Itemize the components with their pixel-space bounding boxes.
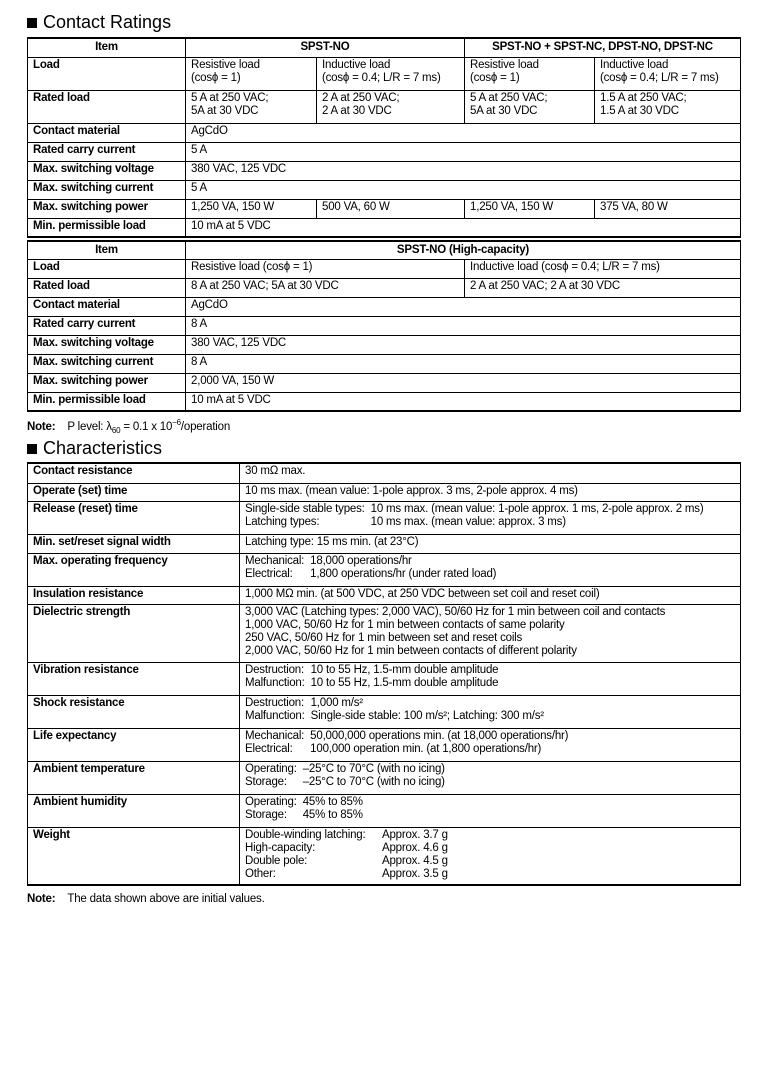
cell-line: (cosϕ = 0.4; L/R = 7 ms) bbox=[600, 71, 719, 84]
table-row bbox=[28, 534, 741, 553]
cell: 2 A at 250 VAC; 2 A at 30 VDC bbox=[465, 278, 741, 297]
cell: 10 mA at 5 VDC bbox=[186, 218, 741, 237]
value-line: 1,000 MΩ min. (at 500 VDC, at 250 VDC between set coil and reset coil) bbox=[245, 587, 600, 600]
row-label: Max. operating frequency bbox=[28, 553, 240, 586]
heading-text: Contact Ratings bbox=[43, 12, 172, 32]
pair-value: –25°C to 70°C (with no icing) bbox=[302, 762, 445, 775]
row-value bbox=[240, 483, 741, 501]
value-line: 2,000 VAC, 50/60 Hz for 1 min between contacts of different polarity bbox=[245, 644, 577, 657]
header-spst-no: SPST-NO bbox=[186, 38, 465, 57]
pair-value: 45% to 85% bbox=[302, 808, 363, 821]
row-value bbox=[240, 604, 741, 662]
cell bbox=[465, 57, 595, 90]
pair-key: Double-winding latching: bbox=[245, 828, 366, 841]
pair-key: Latching types: bbox=[245, 515, 320, 528]
table-row bbox=[28, 586, 741, 604]
row-label: Contact material bbox=[28, 297, 186, 316]
pair-value: Approx. 4.5 g bbox=[382, 854, 448, 867]
row-label: Rated carry current bbox=[28, 316, 186, 335]
pair-value: 10 to 55 Hz, 1.5-mm double amplitude bbox=[310, 676, 499, 689]
header-high-capacity: SPST-NO (High-capacity) bbox=[186, 241, 741, 259]
header-multi: SPST-NO + SPST-NC, DPST-NO, DPST-NC bbox=[465, 38, 741, 57]
pair-key: Destruction: bbox=[245, 696, 304, 709]
value-pairs bbox=[245, 697, 735, 723]
cell: Resistive load (cosϕ = 1) bbox=[186, 259, 465, 278]
pair-value: 45% to 85% bbox=[302, 795, 363, 808]
row-value bbox=[240, 827, 741, 885]
pair-key: Malfunction: bbox=[245, 709, 305, 722]
cell: 1,250 VA, 150 W bbox=[465, 199, 595, 218]
table-row bbox=[28, 728, 741, 761]
row-label: Ambient humidity bbox=[28, 794, 240, 827]
cell-line: Inductive load bbox=[322, 58, 391, 71]
cell bbox=[317, 57, 465, 90]
p-level-note bbox=[27, 418, 230, 435]
row-label: Min. set/reset signal width bbox=[28, 534, 240, 553]
note-label: Note: bbox=[27, 420, 56, 433]
pair-key: Electrical: bbox=[245, 567, 293, 580]
cell: 380 VAC, 125 VDC bbox=[186, 161, 741, 180]
pair-key: Operating: bbox=[245, 795, 297, 808]
contact-ratings-table-1 bbox=[27, 37, 741, 238]
cell-line: 5A at 30 VDC bbox=[470, 104, 538, 117]
cell: 8 A bbox=[186, 354, 741, 373]
cell-line: 5 A at 250 VAC; bbox=[191, 91, 269, 104]
pair-value: 18,000 operations/hr bbox=[310, 554, 412, 567]
table-row bbox=[28, 483, 741, 501]
table-row bbox=[28, 695, 741, 728]
pair-value: Approx. 4.6 g bbox=[382, 841, 448, 854]
cell-line: 2 A at 250 VAC; bbox=[322, 91, 400, 104]
row-label: Max. switching voltage bbox=[28, 335, 186, 354]
value-pairs bbox=[245, 763, 735, 789]
value-pairs bbox=[245, 730, 735, 756]
pair-key: Other: bbox=[245, 867, 276, 880]
row-label: Load bbox=[28, 57, 186, 90]
pair-key: Mechanical: bbox=[245, 554, 305, 567]
pair-value: 10 ms max. (mean value: approx. 3 ms) bbox=[370, 515, 566, 528]
pair-key: Destruction: bbox=[245, 663, 304, 676]
cell: Inductive load (cosϕ = 0.4; L/R = 7 ms) bbox=[465, 259, 741, 278]
pair-key: Single-side stable types: bbox=[245, 502, 365, 515]
cell-line: Resistive load bbox=[470, 58, 539, 71]
row-value bbox=[240, 463, 741, 483]
cell-line: 2 A at 30 VDC bbox=[322, 104, 392, 117]
header-item: Item bbox=[28, 38, 186, 57]
note-sup: −6 bbox=[172, 418, 181, 427]
cell: 5 A bbox=[186, 142, 741, 161]
row-label: Max. switching voltage bbox=[28, 161, 186, 180]
row-label: Rated load bbox=[28, 90, 186, 123]
cell-line: (cosϕ = 1) bbox=[191, 71, 241, 84]
value-line: 250 VAC, 50/60 Hz for 1 min between set and reset coils bbox=[245, 631, 523, 644]
table-row bbox=[28, 827, 741, 885]
row-label: Insulation resistance bbox=[28, 586, 240, 604]
row-label: Min. permissible load bbox=[28, 392, 186, 411]
cell: 380 VAC, 125 VDC bbox=[186, 335, 741, 354]
characteristics-table bbox=[27, 462, 741, 886]
pair-value: 1,800 operations/hr (under rated load) bbox=[310, 567, 497, 580]
bullet-square-icon bbox=[27, 18, 37, 28]
value-line: 3,000 VAC (Latching types: 2,000 VAC), 50/60 Hz for 1 min between coil and contacts bbox=[245, 605, 666, 618]
contact-ratings-table-2 bbox=[27, 240, 741, 412]
heading-text: Characteristics bbox=[43, 438, 163, 458]
cell: 1,250 VA, 150 W bbox=[186, 199, 317, 218]
value-pairs bbox=[245, 555, 735, 581]
pair-value: 50,000,000 operations min. (at 18,000 operations/hr) bbox=[310, 729, 569, 742]
cell bbox=[465, 90, 595, 123]
table-row bbox=[28, 794, 741, 827]
row-label: Rated load bbox=[28, 278, 186, 297]
row-label: Shock resistance bbox=[28, 695, 240, 728]
row-label: Min. permissible load bbox=[28, 218, 186, 237]
row-value bbox=[240, 534, 741, 553]
contact-ratings-heading bbox=[27, 12, 171, 33]
note-sub: 60 bbox=[111, 426, 121, 436]
pair-key: Operating: bbox=[245, 762, 297, 775]
table-row bbox=[28, 553, 741, 586]
pair-key: Mechanical: bbox=[245, 729, 305, 742]
cell: 2,000 VA, 150 W bbox=[186, 373, 741, 392]
note-text: P level: λ bbox=[67, 420, 112, 433]
row-value bbox=[240, 728, 741, 761]
pair-key: High-capacity: bbox=[245, 841, 316, 854]
row-value bbox=[240, 794, 741, 827]
cell bbox=[595, 57, 741, 90]
row-label: Dielectric strength bbox=[28, 604, 240, 662]
row-label: Max. switching power bbox=[28, 373, 186, 392]
table-row bbox=[28, 761, 741, 794]
cell-line: 5A at 30 VDC bbox=[191, 104, 259, 117]
cell bbox=[317, 90, 465, 123]
pair-key: Malfunction: bbox=[245, 676, 305, 689]
cell-line: Resistive load bbox=[191, 58, 260, 71]
cell-line: 1.5 A at 30 VDC bbox=[600, 104, 679, 117]
value-pairs bbox=[245, 829, 735, 881]
value-line: 30 mΩ max. bbox=[245, 465, 306, 477]
note-text: /operation bbox=[180, 420, 231, 433]
cell: 500 VA, 60 W bbox=[317, 199, 465, 218]
cell: 10 mA at 5 VDC bbox=[186, 392, 741, 411]
pair-value: Approx. 3.5 g bbox=[382, 867, 448, 880]
table-row bbox=[28, 662, 741, 695]
pair-key: Electrical: bbox=[245, 742, 293, 755]
value-line: Latching type: 15 ms min. (at 23°C) bbox=[245, 535, 419, 548]
row-label: Vibration resistance bbox=[28, 662, 240, 695]
value-pairs bbox=[245, 796, 735, 822]
header-item: Item bbox=[28, 241, 186, 259]
cell bbox=[595, 90, 741, 123]
row-label: Max. switching current bbox=[28, 180, 186, 199]
note-text: The data shown above are initial values. bbox=[67, 893, 265, 905]
row-label: Life expectancy bbox=[28, 728, 240, 761]
cell: 5 A bbox=[186, 180, 741, 199]
cell-line: 1.5 A at 250 VAC; bbox=[600, 91, 687, 104]
characteristics-heading bbox=[27, 438, 162, 459]
row-value bbox=[240, 761, 741, 794]
value-line: 1,000 VAC, 50/60 Hz for 1 min between contacts of same polarity bbox=[245, 618, 565, 631]
row-value bbox=[240, 553, 741, 586]
pair-value: 10 ms max. (mean value: 1-pole approx. 1 ms, 2-pole approx. 2 ms) bbox=[370, 502, 704, 515]
cell bbox=[186, 90, 317, 123]
row-label: Release (reset) time bbox=[28, 501, 240, 534]
cell: 8 A at 250 VAC; 5A at 30 VDC bbox=[186, 278, 465, 297]
pair-value: 1,000 m/s² bbox=[310, 696, 363, 709]
note-text: = 0.1 x 10 bbox=[120, 420, 173, 433]
pair-key: Storage: bbox=[245, 775, 287, 788]
initial-values-note bbox=[27, 893, 265, 905]
row-label: Operate (set) time bbox=[28, 483, 240, 501]
row-label: Max. switching power bbox=[28, 199, 186, 218]
pair-value: –25°C to 70°C (with no icing) bbox=[302, 775, 445, 788]
table-row bbox=[28, 463, 741, 483]
row-value bbox=[240, 662, 741, 695]
row-value bbox=[240, 501, 741, 534]
pair-key: Double pole: bbox=[245, 854, 308, 867]
cell-line: 5 A at 250 VAC; bbox=[470, 91, 548, 104]
cell-line: Inductive load bbox=[600, 58, 669, 71]
bullet-square-icon bbox=[27, 444, 37, 454]
cell bbox=[186, 57, 317, 90]
note-label: Note: bbox=[27, 893, 56, 905]
cell: AgCdO bbox=[186, 297, 741, 316]
row-label: Rated carry current bbox=[28, 142, 186, 161]
cell: 375 VA, 80 W bbox=[595, 199, 741, 218]
pair-value: Approx. 3.7 g bbox=[382, 828, 448, 841]
row-label: Contact resistance bbox=[28, 463, 240, 483]
pair-value: 100,000 operation min. (at 1,800 operations/hr) bbox=[310, 742, 542, 755]
value-pairs bbox=[245, 664, 735, 690]
cell: 8 A bbox=[186, 316, 741, 335]
row-value bbox=[240, 695, 741, 728]
pair-key: Storage: bbox=[245, 808, 287, 821]
table-row bbox=[28, 604, 741, 662]
row-label: Contact material bbox=[28, 123, 186, 142]
cell-line: (cosϕ = 0.4; L/R = 7 ms) bbox=[322, 71, 441, 84]
table-row bbox=[28, 501, 741, 534]
row-label: Weight bbox=[28, 827, 240, 885]
cell: AgCdO bbox=[186, 123, 741, 142]
pair-value: 10 to 55 Hz, 1.5-mm double amplitude bbox=[310, 663, 499, 676]
cell-line: (cosϕ = 1) bbox=[470, 71, 520, 84]
pair-value: Single-side stable: 100 m/s²; Latching: 300 m/s² bbox=[310, 709, 544, 722]
value-pairs bbox=[245, 503, 735, 529]
row-label: Ambient temperature bbox=[28, 761, 240, 794]
row-value bbox=[240, 586, 741, 604]
value-line: 10 ms max. (mean value: 1-pole approx. 3 ms, 2-pole approx. 4 ms) bbox=[245, 484, 578, 497]
row-label: Max. switching current bbox=[28, 354, 186, 373]
row-label: Load bbox=[28, 259, 186, 278]
